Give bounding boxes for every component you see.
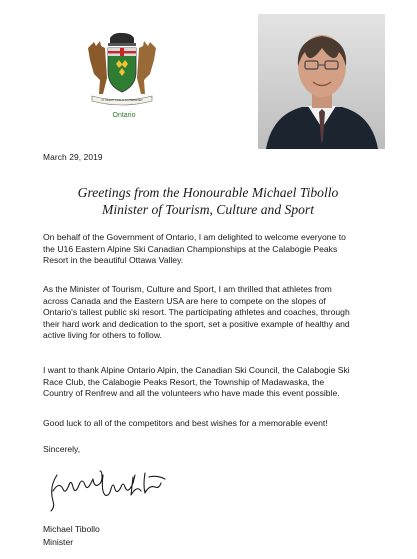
text-line: the U16 Eastern Alpine Ski Canadian Championships at the Calabogie Peaks (43, 243, 338, 254)
text-line: Race Club, the Calabogie Peaks Resort, the Township of Madawaska, the (43, 376, 325, 387)
paragraph-minister (43, 284, 378, 342)
letter-heading (43, 184, 373, 218)
signatory-title: Minister (43, 537, 74, 547)
text-line: As the Minister of Tourism, Culture and Sport, I am thrilled that athletes from (43, 284, 332, 294)
text-line: across Canada and the Eastern USA are here to compete on the slopes of (43, 295, 326, 306)
ontario-wordmark: Ontario (112, 112, 136, 119)
handwritten-signature (43, 469, 173, 513)
text-line: Good luck to all of the competitors and best wishes for a memorable event! (43, 418, 328, 428)
paragraph-thanks (43, 365, 378, 400)
text-line: Country of Renfrew and all the volunteers who have made this event possible. (43, 388, 340, 399)
text-line: their hard work and dedication to the sport, set a positive example of healthy and (43, 318, 350, 329)
text-line: Ontario's tallest public ski resort. The participating athletes and coaches, through (43, 307, 350, 318)
text-line: Resort in the beautiful Ottawa Valley. (43, 255, 184, 266)
paragraph-good-luck (43, 418, 378, 430)
signatory-name: Michael Tibollo (43, 524, 100, 534)
minister-portrait-photo (258, 14, 385, 149)
ontario-coat-of-arms-logo (82, 28, 162, 112)
motto-text: UT INCEPIT FIDELIS SIC PERMANET (101, 99, 143, 102)
text-line: active living for others to follow. (43, 330, 162, 341)
letter-date: March 29, 2019 (43, 152, 103, 162)
heading-line-2: Minister of Tourism, Culture and Sport (102, 202, 314, 217)
closing-text (43, 444, 378, 456)
text-line: I want to thank Alpine Ontario Alpin, the Canadian Ski Council, the Calabogie Ski (43, 365, 350, 375)
heading-line-1: Greetings from the Honourable Michael Tibollo (77, 185, 339, 200)
text-line: On behalf of the Government of Ontario, I am delighted to welcome everyone to (43, 232, 346, 242)
text-line: Sincerely, (43, 444, 81, 454)
paragraph-welcome (43, 232, 378, 267)
